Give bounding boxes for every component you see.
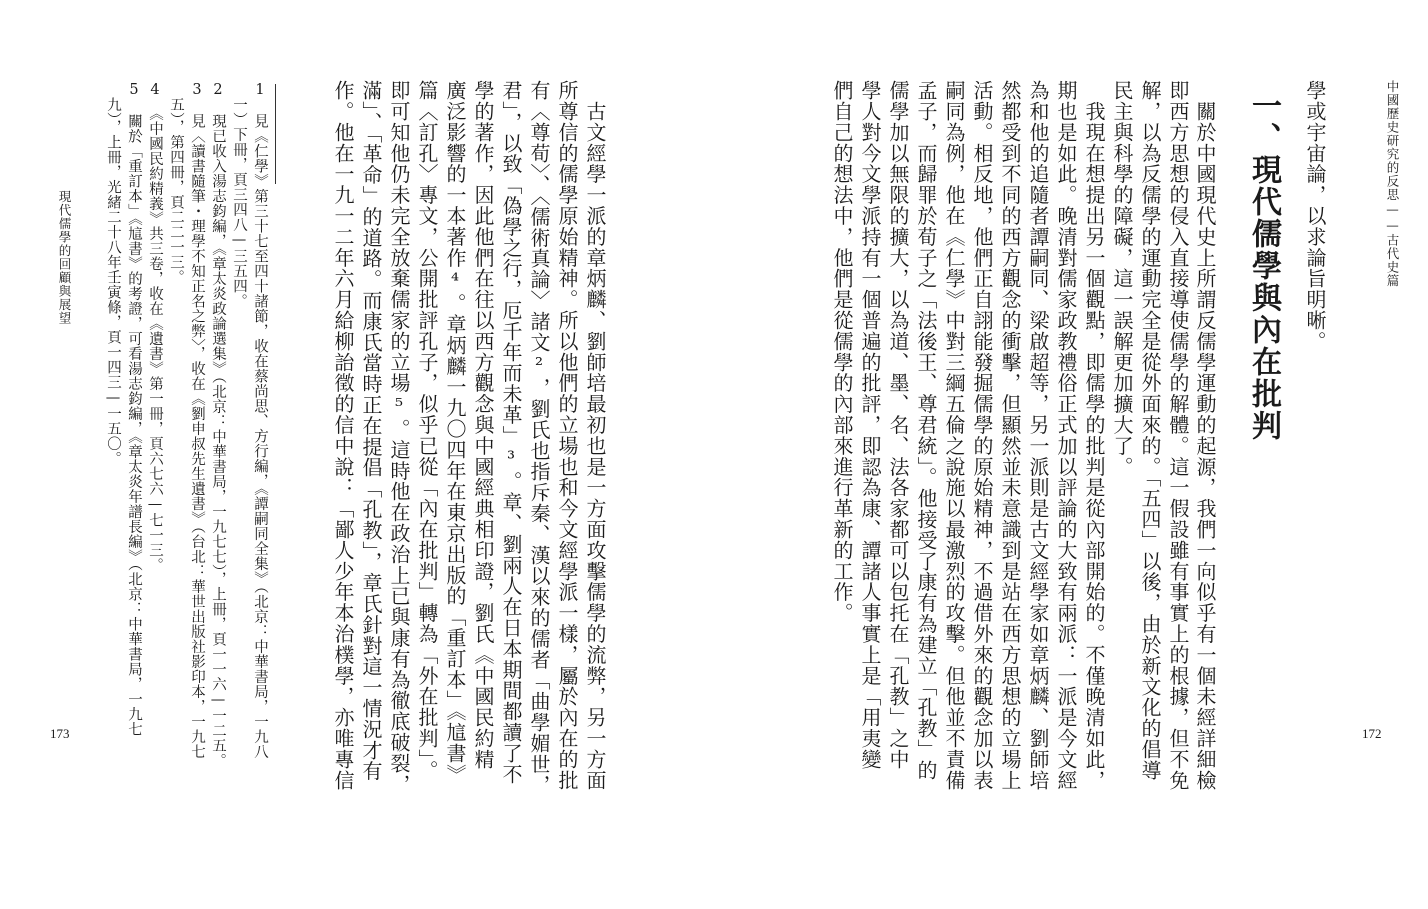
footnote-line: 九），上冊，光緒二十八年壬寅條，頁一四三—一五〇。 xyxy=(105,82,121,467)
left-line: 學的著作，因此他們在往以西方觀念與中國經典相印證，劉氏《中國民約精 xyxy=(471,80,495,770)
right-line: 民主與科學的障礙，這一誤解更加擴大了。 xyxy=(1110,80,1134,478)
right-line: 然都受到不同的西方觀念的衝擊，但顯然並未意識到是站在西方思想的立場上 xyxy=(998,80,1022,791)
right-line: 儒學加以無限的擴大，以為道、墨、名、法各家都可以包托在「孔教」之中 xyxy=(886,80,910,770)
right-line: 為和他的追隨者譚嗣同、梁啟超等，另一派則是古文經學家如章炳麟、劉師培 xyxy=(1026,80,1050,791)
right-line: 解，以為反儒學的運動完全是從外面來的。「五四」以後，由於新文化的倡導 xyxy=(1138,80,1162,781)
footnote-rule xyxy=(275,84,276,184)
footnote-line: 五），第四冊，頁二二一三。 xyxy=(168,82,184,285)
right-line: 活動。相反地，他們正自詡能發掘儒學的原始精神，不過借外來的觀念加以表 xyxy=(970,80,994,791)
left-line: 君」，以致「偽學之行，厄千年而未革」³。章、劉兩人在日本期間都讀了不 xyxy=(499,80,523,785)
right-line: 學人對今文學派持有一個普遍的批評，即認為康、譚諸人事實上是「用夷變 xyxy=(858,80,882,770)
page-number-right: 172 xyxy=(1362,726,1382,741)
left-line: 即可知他仍未完全放棄儒家的立場⁵。這時他在政治上已與康有為徹底破裂， xyxy=(387,80,411,795)
footnote-line: 5 關於「重訂本」《訄書》的考證，可看湯志鈞編，《章太炎年譜長編》（北京：中華書局，一九七 xyxy=(126,82,142,737)
running-head-left: 現代儒學的回顧與展望 xyxy=(57,190,72,325)
right-line: 期也是如此。晚清對儒家政教禮俗正式加以評論的大致有兩派：一派是今文經 xyxy=(1054,80,1078,791)
right-line: 關於中國現代史上所謂反儒學運動的起源，我們一向似乎有一個未經詳細檢 xyxy=(1193,100,1217,791)
right-line: 嗣同為例，他在《仁學》中對三綱五倫之說施以最激烈的攻擊。但他並不責備 xyxy=(942,80,966,791)
left-line: 古文經學一派的章炳麟、劉師培最初也是一方面攻擊儒學的流弊，另一方面 xyxy=(583,100,607,791)
right-line: 即西方思想的侵入直接導使儒學的解體。這一假設雖有事實上的根據，但不免 xyxy=(1166,80,1190,791)
running-head-right: 中國歷史研究的反思——古代史篇 xyxy=(1385,80,1400,288)
footnote-line: 1 見《仁學》第三十七至四十諸節，收在蔡尚思、方行編，《譚嗣同全集》（北京：中華書局，一九八 xyxy=(252,82,268,759)
right-line: 我現在想提出另一個觀點，即儒學的批判是從內部開始的。不僅晚清如此， xyxy=(1082,100,1106,791)
footnote-line: 2 現已收入湯志鈞編，《章太炎政論選集》（北京：中華書局，一九七七），上冊，頁一一六—一二五。 xyxy=(210,82,226,769)
footnote-line: 3 見〈讀書隨筆・理學不知正名之弊〉，收在《劉申叔先生遺書》（台北：華世出版社影印本，一九七 xyxy=(189,82,205,759)
paragraph-continuation: 學或宇宙論，以求論旨明晰。 xyxy=(1303,80,1327,352)
left-line: 滿」、「革命」的道路。而康氏當時正在提倡「孔教」，章氏針對這一情況才有 xyxy=(359,80,383,782)
page-number-left: 173 xyxy=(50,726,70,741)
section-heading: 一、現代儒學與內在批判 xyxy=(1246,90,1281,442)
left-line: 所尊信的儒學原始精神。所以他們的立場也和今文經學派一樣，屬於內在的批 xyxy=(555,80,579,791)
left-line: 作。他在一九一二年六月給柳詒徵的信中說：「鄙人少年本治樸學，亦唯專信 xyxy=(331,80,355,791)
left-line: 篇〈訂孔〉專文，公開批評孔子，似乎已從「內在批判」轉為「外在批判」。 xyxy=(415,80,439,781)
left-line: 廣泛影響的一本著作⁴。章炳麟一九〇四年在東京出版的「重訂本」《訄書》 xyxy=(443,80,467,785)
footnote-line: 4 《中國民約精義》共三卷，收在《遺書》第一冊，頁六七六—七一三。 xyxy=(147,82,163,573)
left-line: 有〈尊荀〉、〈儒術真論〉諸文²，劉氏也指斥秦、漢以來的儒者「曲學媚世， xyxy=(527,80,551,796)
footnote-line: 一）下冊，頁三四八—三五四。 xyxy=(231,82,247,309)
right-line: 們自己的想法中，他們是從儒學的內部來進行革新的工作。 xyxy=(830,80,854,624)
right-line: 孟子，而歸罪於荀子之「法後王、尊君統」。他接受了康有為建立「孔教」的 xyxy=(914,80,938,781)
